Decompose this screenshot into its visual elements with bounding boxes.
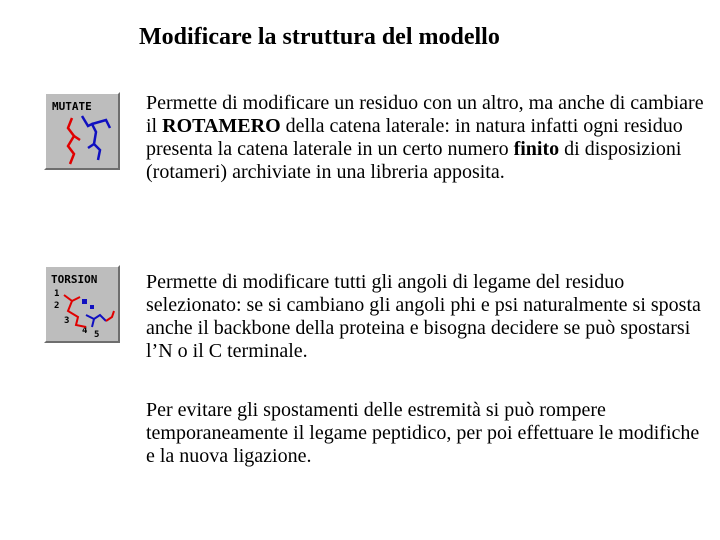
torsion-number-2: 2 bbox=[54, 301, 60, 311]
torsion-number-5: 5 bbox=[94, 330, 100, 340]
torsion-description: Permette di modificare tutti gli angoli di legame del residuo selezionato: se si cambiano gli angoli phi e psi naturalmente si sposta anche il backbone della proteina e bisogna decidere se può spostarsi l’N o il C terminale. bbox=[146, 271, 701, 362]
torsion-number-4: 4 bbox=[82, 326, 88, 336]
blue-atom-icon bbox=[82, 299, 87, 304]
torsion-icon-graphic bbox=[50, 271, 118, 341]
mutate-icon[interactable] bbox=[44, 92, 120, 170]
torsion-icon[interactable] bbox=[44, 265, 120, 343]
mutate-text-part-2: della catena laterale: in natura infatti ogni residuo presenta la catena laterale in un certo numero bbox=[146, 115, 683, 160]
red-branch-icon bbox=[72, 297, 80, 301]
page-title: Modificare la struttura del modello bbox=[139, 24, 500, 50]
blue-chain-icon bbox=[86, 315, 106, 321]
mutate-text-rotamero: ROTAMERO bbox=[162, 115, 281, 137]
mutate-text-part-3: di disposizioni (rotameri) archiviate in una libreria apposita. bbox=[146, 138, 682, 183]
blue-branch-icon bbox=[92, 319, 94, 327]
torsion-number-3: 3 bbox=[64, 316, 70, 326]
torsion-icon-label: TORSION bbox=[51, 273, 98, 286]
torsion-number-1: 1 bbox=[54, 289, 60, 299]
mutate-icon-graphic bbox=[50, 98, 118, 168]
mutate-text-part-1: Permette di modificare un residuo con un altro, ma anche di cambiare il bbox=[146, 92, 704, 137]
red-tail-icon bbox=[106, 311, 114, 321]
blue-atom-icon bbox=[90, 305, 94, 309]
peptide-bond-note: Per evitare gli spostamenti delle estremità si può rompere temporaneamente il legame peptidico, per poi effettuare le modifiche e la nuova ligazione. bbox=[146, 399, 700, 467]
mutate-icon-label: MUTATE bbox=[52, 100, 92, 113]
mutate-description bbox=[146, 92, 706, 184]
mutate-text-finito: finito bbox=[513, 138, 560, 160]
blue-branch-icon bbox=[88, 144, 94, 148]
red-sidechain-icon bbox=[68, 118, 74, 164]
red-branch-icon bbox=[74, 136, 80, 140]
